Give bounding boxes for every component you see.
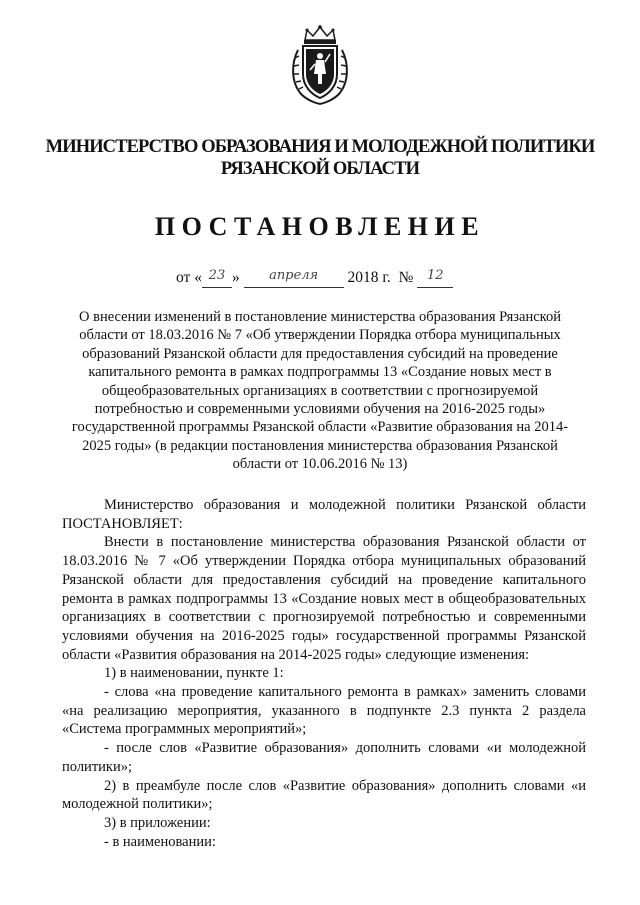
body-paragraph-main: Внести в постановление министерства образования Рязанской области от 18.03.2016 № 7 «Об утверждении Порядка отбора муниципальных образований Рязанской области для предоставления субсидий на проведение капитального ремонта в рамках подпрограммы 13 «Создание новых мест в общеобразовательных организациях в соответствии с прогнозируемой потребностью и современными условиями обучения на 2016-2025 годы» государственной программы Рязанской области «Развития образования на 2014-2025 годы» следующие изменения:	[62, 534, 586, 663]
date-prefix: от «	[176, 269, 202, 286]
coat-of-arms-emblem	[289, 24, 351, 106]
document-body	[62, 496, 586, 851]
ministry-line-1: МИНИСТЕРСТВО ОБРАЗОВАНИЯ И МОЛОДЕЖНОЙ ПОЛИТИКИ	[45, 137, 595, 157]
document-subject: О внесении изменений в постановление министерства образования Рязанской области от 18.03.2016 № 7 «Об утверждении Порядка отбора муниципальных образований Рязанской области для предоставления субсидий на проведение капитального ремонта в рамках подпрограммы 13 «Создание новых мест в общеобразовательных организациях в соответствии с прогнозируемой потребностью и современными условиями обучения на 2016-2025 годы» государственной программы Рязанской области «Развитие образования на 2014-2025 годы» (в редакции постановления министерства образования Рязанской области от 10.06.2016 № 13)	[71, 309, 569, 473]
date-month-handwritten: апреля	[269, 268, 319, 283]
date-year: 2018 г.	[347, 269, 391, 286]
number-sign: №	[398, 269, 414, 286]
date-day-handwritten: 23	[208, 268, 226, 283]
body-item-3: 3) в приложении:	[104, 814, 211, 831]
body-item-1-a: - слова «на проведение капитального ремонта в рамках» заменить словами «на реализацию мероприятия, указанного в подпункте 2.3 пункта 2 раздела «Система программных мероприятий»;	[62, 684, 586, 738]
body-item-2: 2) в преамбуле после слов «Развитие образования» дополнить словами «и молодежной политики»;	[62, 777, 586, 813]
document-type-title: ПОСТАНОВЛЕНИЕ	[154, 212, 486, 241]
ministry-line-2: РЯЗАНСКОЙ ОБЛАСТИ	[220, 159, 420, 179]
ministry-name	[40, 136, 600, 180]
body-item-1: 1) в наименовании, пункте 1:	[104, 665, 284, 682]
date-day-field	[202, 269, 232, 288]
doc-number-handwritten: 12	[426, 268, 444, 283]
date-mid: »	[231, 269, 240, 286]
body-paragraph-preamble: Министерство образования и молодежной политики Рязанской области ПОСТАНОВЛЯЕТ:	[62, 497, 586, 532]
date-number-line	[176, 269, 453, 288]
date-month-field	[244, 269, 344, 288]
doc-number-field	[417, 269, 453, 288]
body-item-1-b: - после слов «Развитие образования» дополнить словами «и молодежной политики»;	[62, 740, 586, 775]
body-item-3-a: - в наименовании:	[104, 833, 216, 850]
